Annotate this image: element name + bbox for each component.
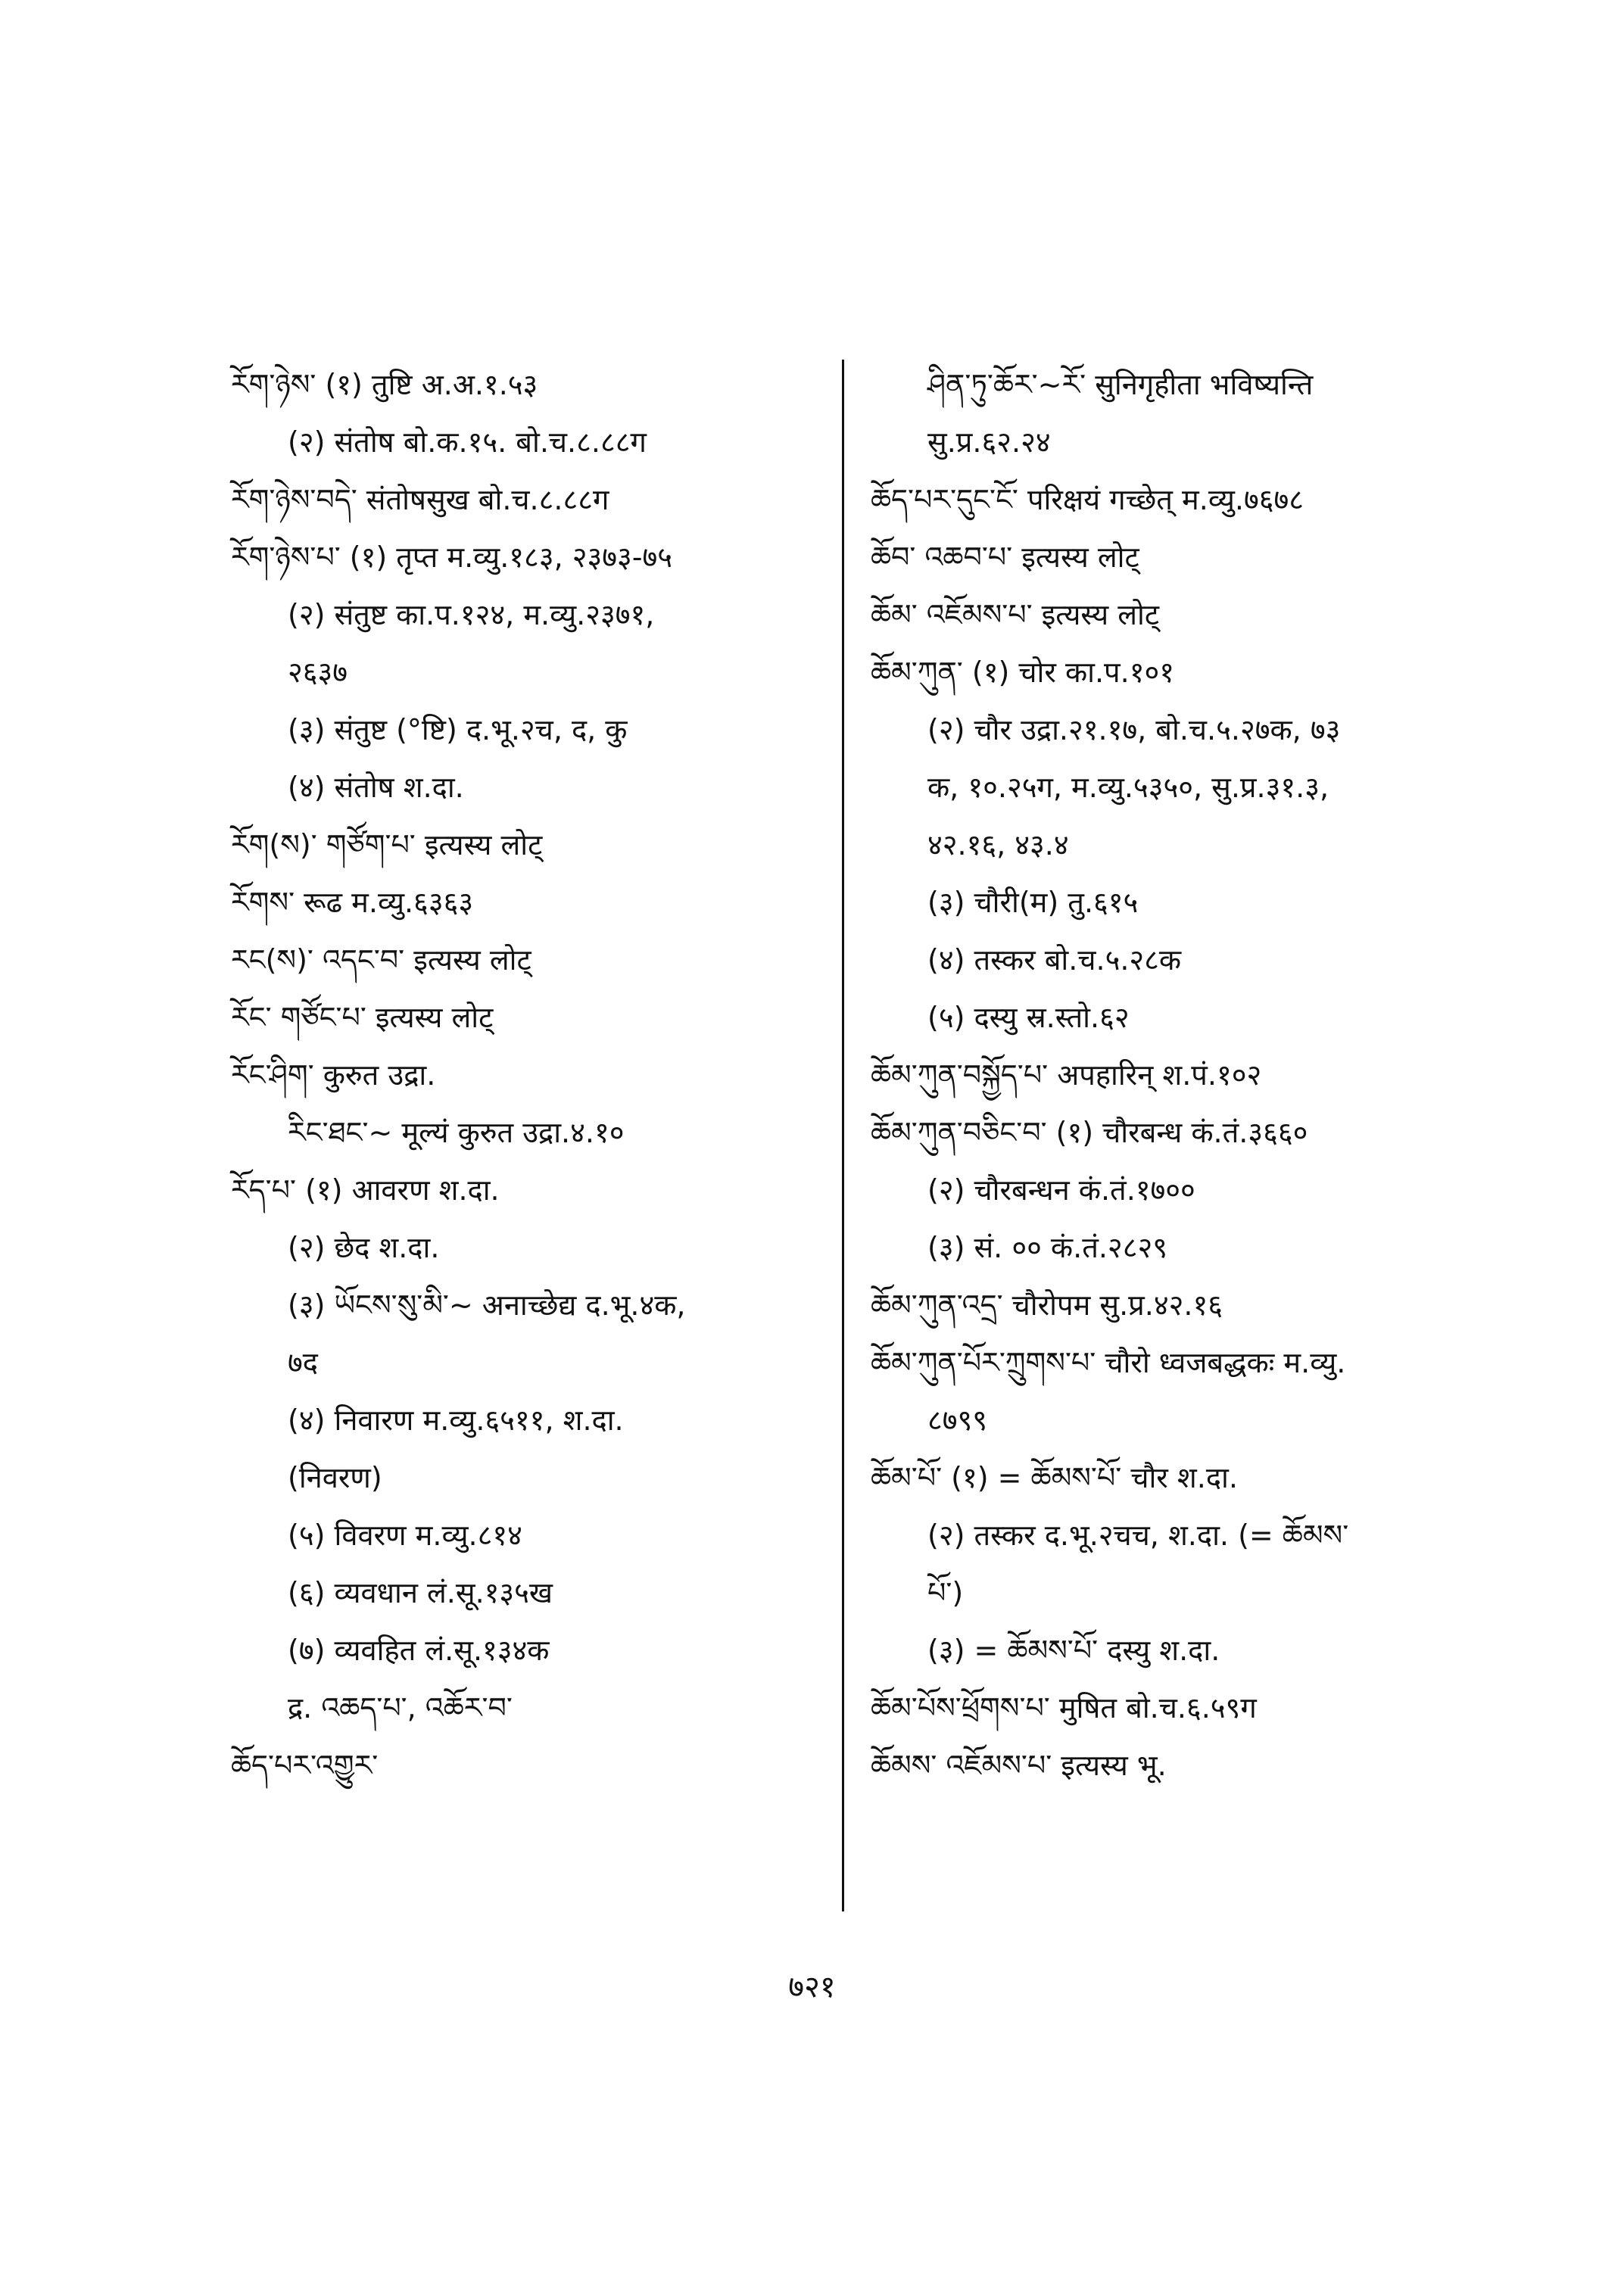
dictionary-entry: ཆོམ་ཀུན་བསྐྱོད་པ་ अपहारिन् श.पं.१०२: [871, 1058, 1262, 1092]
dictionary-subentry: (७) व्यवहित लं.सू.१३४क: [288, 1634, 550, 1667]
dictionary-entry: ཆོམ་ འཇོམས་པ་ इत्यस्य लोट्: [871, 598, 1160, 631]
dictionary-subentry: (३) ཡོངས་སུ་མི་~ अनाच्छेद्य द.भू.४क,: [288, 1288, 686, 1322]
dictionary-entry: ཆོམ་ཀུན་ (१) चोर का.प.१०१: [871, 656, 1175, 689]
dictionary-entry: རོག་ཉེས་ (१) तुष्टि अ.अ.१.५३: [231, 368, 538, 401]
dictionary-entry: ཆོམ་པོས་ཕྲོགས་པ་ मुषित बो.च.६.५९ग: [871, 1691, 1257, 1724]
dictionary-entry: རང(ས)་ འདང་བ་ इत्यस्य लोट्: [231, 943, 531, 977]
column-divider: [842, 360, 844, 1911]
dictionary-entry: ཆོབ་ འཆབ་པ་ इत्यस्य लोट्: [871, 541, 1139, 574]
dictionary-entry: ཆོམ་པོ་ (१) = ཆོམས་པོ་ चौर श.दा.: [871, 1461, 1238, 1494]
dictionary-entry: ཆོམ་ཀུན་བཅིང་བ་ (१) चौरबन्ध कं.तं.३६६०: [871, 1116, 1308, 1149]
dictionary-subentry: (५) दस्यु स्र.स्तो.६२: [927, 1001, 1130, 1034]
dictionary-subentry: द्र. འཆད་པ་, འཆོར་བ་: [288, 1691, 513, 1724]
dictionary-subentry: རིང་ཐང་~ मूल्यं कुरुत उद्रा.४.१०: [288, 1116, 625, 1149]
dictionary-subentry: པོ་): [927, 1576, 964, 1609]
dictionary-subentry: (६) व्यवधान लं.सू.१३५ख: [288, 1576, 553, 1609]
dictionary-subentry: (४) संतोष श.दा.: [288, 771, 464, 804]
dictionary-entry: ཆོམས་ འཇོམས་པ་ इत्यस्य भू.: [871, 1749, 1167, 1782]
page-number: ७२१: [788, 1970, 836, 2005]
dictionary-subentry: (३) सं. ०० कं.तं.२८२९: [927, 1231, 1167, 1264]
dictionary-subentry: ४२.१६, ४३.४: [927, 828, 1069, 861]
dictionary-subentry: (२) चौरबन्धन कं.तं.१७००: [927, 1173, 1195, 1207]
left-column: [231, 356, 829, 1794]
dictionary-entry: རོང་ཤིག་ कुरुत उद्रा.: [231, 1058, 436, 1092]
dictionary-subentry: (२) संतुष्ट का.प.१२४, म.व्यु.२३७१,: [288, 598, 655, 631]
dictionary-subentry: (३) चौरी(म) तु.६१५: [927, 886, 1139, 919]
dictionary-subentry: (२) चौर उद्रा.२१.१७, बो.च.५.२७क, ७३: [927, 713, 1341, 746]
dictionary-entry: ཆོད་པར་དུང་ངོ་ परिक्षयं गच्छेत् म.व्यु.७६७८: [871, 483, 1304, 516]
dictionary-subentry: क, १०.२५ग, म.व्यु.५३५०, सु.प्र.३१.३,: [927, 771, 1329, 804]
dictionary-subentry: ཤིན་ཏུ་ཆོར་~རོ་ सुनिगृहीता भविष्यन्ति: [927, 368, 1314, 401]
dictionary-subentry: (२) तस्कर द.भू.२चच, श.दा. (= ཆོམས་: [927, 1519, 1349, 1552]
dictionary-subentry: (४) तस्कर बो.च.५.२८क: [927, 943, 1182, 977]
dictionary-entry: རོག་ཉེས་པ་ (१) तृप्त म.व्यु.१८३, २३७३-७५: [231, 541, 673, 574]
dictionary-subentry: (३) = ཆོམས་པོ་ दस्यु श.दा.: [927, 1634, 1220, 1667]
dictionary-subentry: (निवरण): [288, 1461, 382, 1494]
dictionary-subentry: (५) विवरण म.व्यु.८१४: [288, 1519, 522, 1552]
dictionary-subentry: (४) निवारण म.व्यु.६५११, श.दा.: [288, 1404, 624, 1437]
dictionary-subentry: (२) छेद श.दा.: [288, 1231, 440, 1264]
dictionary-entry: ཆོམ་ཀུན་པོར་ཀྲུགས་པ་ चौरो ध्वजबद्धकः म.व्यु.: [871, 1346, 1346, 1379]
dictionary-entry: རོགས་ रूढ म.व्यु.६३६३: [231, 886, 474, 919]
dictionary-subentry: सु.प्र.६२.२४: [927, 425, 1051, 459]
dictionary-subentry: २६३७: [288, 656, 348, 689]
dictionary-entry: ཆོད་པར་འགྱུར་: [231, 1749, 379, 1782]
dictionary-entry: ཆོམ་ཀུན་འདྲ་ चौरोपम सु.प्र.४२.१६: [871, 1288, 1223, 1322]
dictionary-subentry: ७द: [288, 1346, 318, 1379]
dictionary-entry: རོག(ས)་ གཙོག་པ་ इत्यस्य लोट्: [231, 828, 543, 861]
dictionary-entry: རོག་ཉེས་བདེ་ संतोषसुख बो.च.८.८८ग: [231, 483, 609, 516]
right-column: [871, 356, 1446, 1794]
dictionary-subentry: (३) संतुष्ट (°ष्टि) द.भू.२च, द, कु: [288, 713, 628, 746]
dictionary-entry: རོང་ གཙོང་པ་ इत्यस्य लोट्: [231, 1001, 494, 1034]
dictionary-entry: རོད་པ་ (१) आवरण श.दा.: [231, 1173, 500, 1207]
dictionary-subentry: ८७९९: [927, 1404, 988, 1437]
dictionary-subentry: (२) संतोष बो.क.१५. बो.च.८.८८ग: [288, 425, 647, 459]
